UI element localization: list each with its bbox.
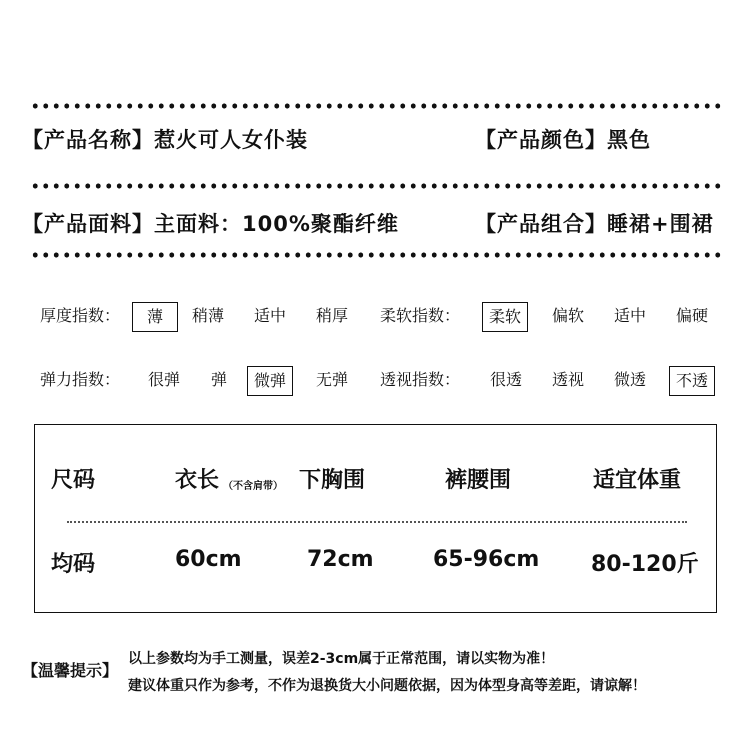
dotted-divider-middle (30, 183, 724, 189)
tips-title: 【温馨提示】 (22, 661, 119, 680)
elasticity-option: 无弹 (315, 370, 348, 389)
transparency-option: 很透 (489, 370, 522, 389)
product-name: 【产品名称】惹火可人女仆装 (22, 128, 308, 152)
elasticity-option: 弹 (210, 370, 227, 389)
thickness-index-label: 厚度指数： (40, 306, 121, 325)
softness-option: 偏硬 (675, 306, 708, 325)
tips-line-2: 建议体重只作为参考，不作为退换货大小问题依据，因为体型身高等差距，请谅解！ (128, 678, 646, 694)
header-underbust: 下胸围 (299, 468, 366, 493)
dotted-divider-top (30, 103, 724, 109)
cell-weight: 80-120斤 (591, 552, 699, 577)
product-fabric: 【产品面料】主面料：100%聚酯纤维 (22, 212, 399, 236)
header-length: 衣长 (175, 468, 220, 493)
header-length-note: （不含肩带） (223, 481, 283, 492)
elasticity-option-selected: 微弹 (247, 366, 293, 396)
cell-underbust: 72cm (307, 547, 374, 572)
product-color: 【产品颜色】黑色 (475, 128, 651, 152)
elasticity-index-label: 弹力指数： (40, 370, 121, 389)
dotted-divider-bottom (30, 252, 724, 258)
product-combo: 【产品组合】睡裙+围裙 (475, 212, 714, 236)
tips-line-1: 以上参数均为手工测量，误差2-3cm属于正常范围，请以实物为准！ (128, 651, 555, 667)
table-separator (67, 521, 687, 523)
softness-option: 适中 (613, 306, 646, 325)
thickness-option-selected: 薄 (132, 302, 178, 332)
transparency-index-label: 透视指数： (380, 370, 461, 389)
thickness-option: 稍薄 (191, 306, 224, 325)
transparency-option: 微透 (613, 370, 646, 389)
thickness-option: 稍厚 (315, 306, 348, 325)
softness-option-selected: 柔软 (482, 302, 528, 332)
elasticity-option: 很弹 (147, 370, 180, 389)
cell-size: 均码 (51, 552, 96, 577)
size-table (34, 424, 717, 613)
softness-index-label: 柔软指数： (380, 306, 461, 325)
header-size: 尺码 (51, 468, 96, 493)
transparency-option: 透视 (551, 370, 584, 389)
transparency-option-selected: 不透 (669, 366, 715, 396)
header-waist: 裤腰围 (445, 468, 512, 493)
cell-waist: 65-96cm (433, 547, 540, 572)
cell-length: 60cm (175, 547, 242, 572)
thickness-option: 适中 (253, 306, 286, 325)
header-weight: 适宜体重 (593, 468, 682, 493)
softness-option: 偏软 (551, 306, 584, 325)
